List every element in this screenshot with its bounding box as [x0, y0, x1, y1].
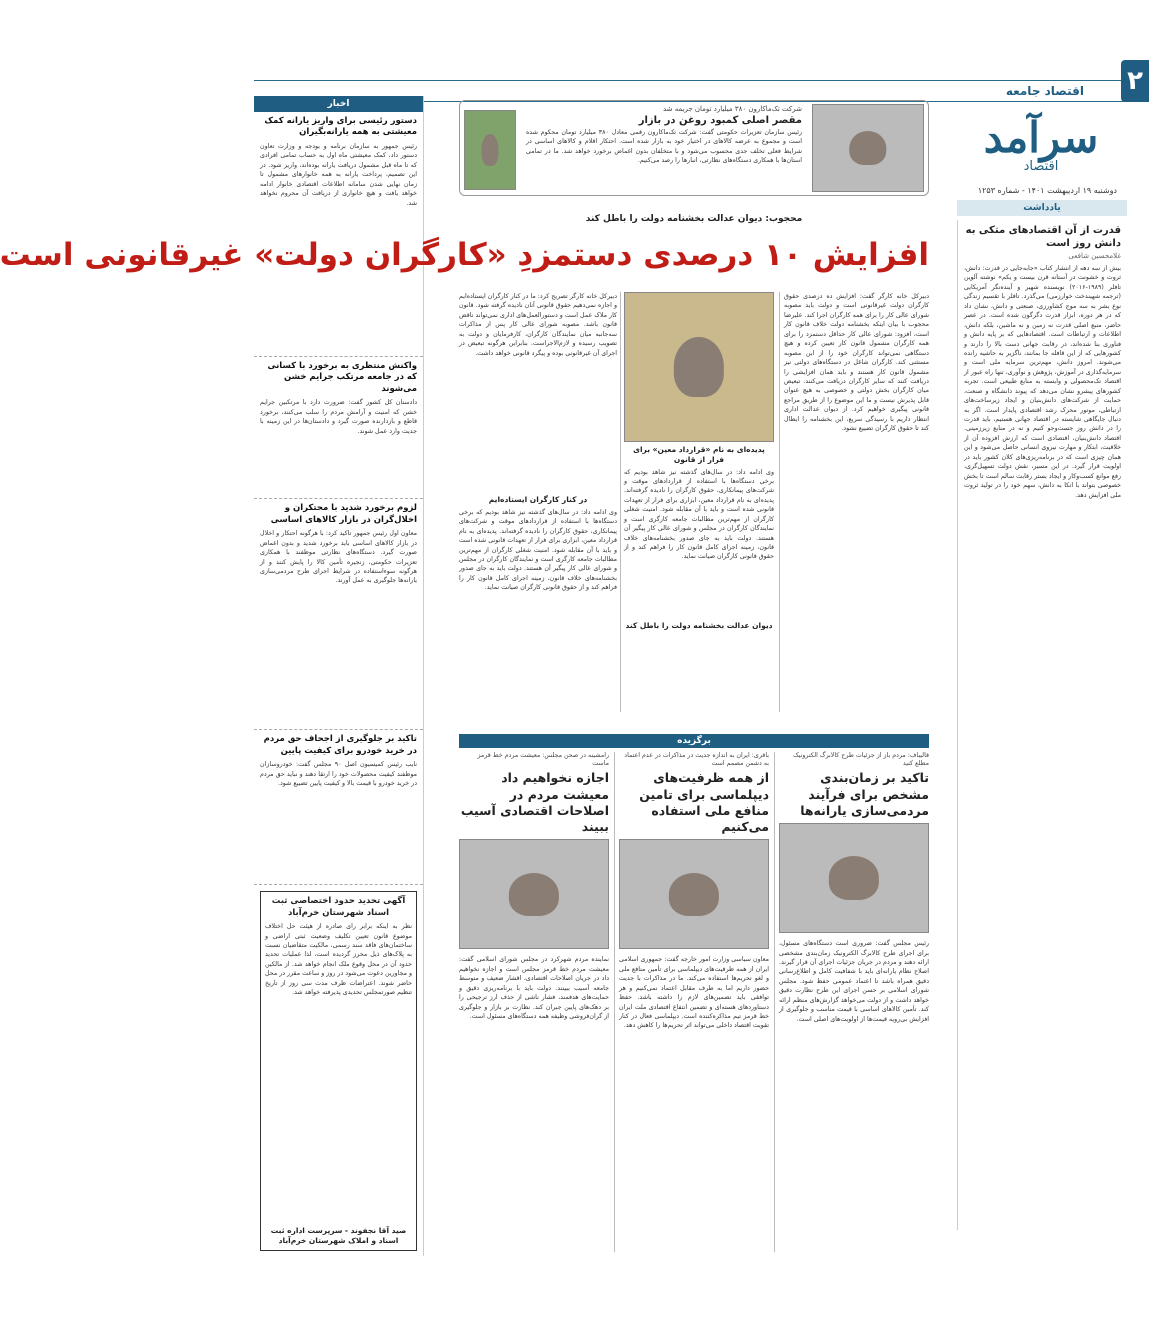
lead-body-3b: وی ادامه داد: در سال‌های گذشته نیز شاهد بودیم که برخی دستگاه‌ها با استفاده از قراردادهای موقت و شرکت‌های پیمانکاری، حقوق کارگران را نادیده گرفته‌اند. پدیده‌ای به نام قرارداد معین، ابزاری برای فرار از تعهدات قانونی شده است و باید با آن مقابله شود. امنیت شغلی کارگران از مهم‌ترین مطالبات جامعه کارگری است و نمایندگان کارگران در مجلس و شورای عالی کار پیگیر آن هستند. دولت باید به جای صدور بخشنامه‌های خلاف قانون، زمینه اجرای کامل قانون کار را فراهم کند و از حقوق قانونی کارگران صیانت نماید.	[459, 508, 617, 592]
photo-caption: پدیده‌ای به نام «قرارداد معین» برای فرار از قانون	[633, 445, 765, 464]
news-item-title: تاکید بر جلوگیری از اجحاف حق مردم در خرید خودرو برای کیفیت پایین	[263, 734, 417, 756]
logo-main: سرآمد	[983, 112, 1099, 162]
lead-kicker: محجوب: دیوان عدالت بخشنامه دولت را باطل کند	[585, 214, 803, 224]
legal-notice-ad	[260, 891, 417, 1250]
editorial-author: غلامحسین شافعی	[1068, 252, 1121, 260]
editorial-body: بیش از سه دهه از انتشار کتاب «جابه‌جایی در قدرت: دانش، ثروت و خشونت در آستانه قرن بیست و یکم» نوشته آلوین تافلر (۱۹۸۹-۲۰۱۶) نویسنده شهیر و آینده‌نگر آمریکایی (ترجمه شهیندخت خوارزمی) می‌گذرد. تافلر با تقسیم زندگی نوع بشر به سه موج کشاورزی، صنعتی و دانش، نشان داد که در هر دوره، ابزار قدرت دگرگون شده است. در عصر حاضر، منبع اصلی قدرت نه زمین و نه ماشین، بلکه دانش، اطلاعات و ارتباطات است. اقتصادهایی که بر پایه دانش و فناوری بنا شده‌اند، در رقابت جهانی دست بالا را دارند و کشورهایی که از این قافله جا بمانند، ناگزیر به حاشیه رانده می‌شوند. امروز دانش، مهم‌ترین سرمایه ملی است و سرمایه‌گذاری در آموزش، پژوهش و نوآوری، تنها راه عبور از اقتصاد تک‌محصولی و وابسته به منابع طبیعی است. تجربه کشورهای پیشرو نشان می‌دهد که پیوند دانشگاه و صنعت، حمایت از شرکت‌های دانش‌بنیان و ایجاد زیرساخت‌های ارتباطی، موتور محرک رشد اقتصادی پایدار است. اگر به دنبال جایگاهی شایسته در اقتصاد جهانی هستیم، باید قدرت را در دانش روز جست‌وجو کنیم و نه در منابع زیرزمینی. اقتصاد دانش‌بنیان، اقتصادی است که ارزش افزوده آن از خلاقیت، ابتکار و مهارت نیروی انسانی حاصل می‌شود و این همان چیزی است که در برنامه‌ریزی‌های کلان کشور باید در اولویت قرار گیرد. در این مسیر، نقش دولت تسهیل‌گری، رفع موانع کسب‌وکار و ایجاد بستر رقابت سالم است تا بخش خصوصی بتواند با اتکا به دانش، سهم خود را در تولید ثروت ملی افزایش دهد.	[964, 265, 1121, 499]
news-item-body: نایب رئیس کمیسیون اصل ۹۰ مجلس گفت: خودروسازان موظفند کیفیت محصولات خود را ارتقا دهند و نباید حق مردم در خرید خودرو با قیمت بالا و کیفیت پایین تضییع شود.	[260, 761, 417, 788]
box-product-photo	[464, 110, 516, 190]
lead-column-2	[624, 292, 774, 712]
column-divider	[614, 752, 615, 1252]
news-item	[254, 730, 423, 885]
page-number: ۲	[1121, 60, 1149, 102]
editorial-column	[957, 220, 1127, 1230]
pick-body: رئیس مجلس گفت: ضروری است دستگاه‌های مسئول، برای اجرای طرح کالابرگ الکترونیک زمان‌بندی مشخصی ارائه دهند و مردم در جریان جزئیات اجرای آن قرار گیرند. اصلاح نظام یارانه‌ای باید با شفافیت کامل و اطلاع‌رسانی دقیق همراه باشد تا اعتماد عمومی حفظ شود. مجلس شورای اسلامی بر حسن اجرای این طرح نظارت دقیق خواهد داشت و از دولت می‌خواهد گزارش‌های منظم ارائه کند. تأمین کالاهای اساسی با قیمت مناسب و جلوگیری از افزایش بی‌رویه قیمت‌ها از اولویت‌های اصلی است.	[779, 940, 929, 1023]
pick-title: اجازه نخواهیم داد معیشت مردم در اصلاحات اقتصادی آسیب ببیند	[460, 770, 609, 835]
column-divider	[779, 292, 780, 712]
pick-item	[459, 752, 609, 1252]
news-item-title: واکنش منتظری به برخورد با کسانی که در جامعه مرتکب جرایم خشن می‌شوند	[267, 360, 417, 394]
box-portrait-photo	[812, 104, 924, 192]
news-item	[254, 357, 423, 499]
box-body: رئیس سازمان تعزیرات حکومتی گفت: شرکت تک‌ماکارون رقمی معادل ۳۸۰ میلیارد تومان محکوم شده است و مجموع به عرضه کالاهای در اختیار خود به بازار شده است. احتکار اقلام و کالاهای اساسی در شرایط فعلی تخلف جدی محسوب می‌شود و با متخلفان بدون اغماض برخورد خواهد شد. ما در تمامی استان‌ها با همکاری دستگاه‌های نظارتی، انبارها را رصد می‌کنیم.	[526, 129, 802, 165]
news-item-body: دادستان کل کشور گفت: ضرورت دارد با مرتکبین جرایم خشن که امنیت و آرامش مردم را سلب می‌کنند، برخورد قاطع و بازدارنده صورت گیرد و دادستان‌ها در این زمینه با جدیت وارد عمل شوند.	[260, 399, 417, 435]
news-header: اخبار	[254, 96, 423, 112]
lead-body-2: وی ادامه داد: در سال‌های گذشته نیز شاهد بودیم که برخی دستگاه‌ها با استفاده از قراردادهای موقت و شرکت‌های پیمانکاری، حقوق کارگران را نادیده گرفته‌اند. پدیده‌ای به نام قرارداد معین، ابزاری برای فرار از تعهدات قانونی شده است و باید با آن مقابله شود. امنیت شغلی کارگران از مهم‌ترین مطالبات جامعه کارگری است و نمایندگان کارگران در مجلس و شورای عالی کار پیگیر آن هستند. دولت باید به جای صدور بخشنامه‌های خلاف قانون، زمینه اجرای کامل قانون کار را فراهم کند و از حقوق قانونی کارگران صیانت نماید.	[624, 468, 774, 561]
box-kicker: شرکت تک‌ماکارون ۳۸۰ میلیارد تومان جریمه شد	[662, 105, 802, 113]
editorial-title: قدرت از آن اقتصادهای متکی به دانش روز است	[965, 225, 1121, 249]
pick-photo	[459, 839, 609, 949]
news-item-title: دستور رئیسی برای واریز یارانه کمک معیشتی به همه یارانه‌بگیران	[264, 116, 417, 138]
dateline: دوشنبه ۱۹ اردیبهشت ۱۴۰۱ - شماره ۱۲۵۳	[977, 186, 1117, 195]
pick-body: نماینده مردم شهرکرد در مجلس شورای اسلامی گفت: معیشت مردم خط قرمز مجلس است و اجازه نخواهیم داد در جریان اصلاحات اقتصادی، اقشار ضعیف و متوسط جامعه آسیب ببینند. دولت باید با برنامه‌ریزی دقیق و حمایت‌های هدفمند، فشار ناشی از حذف ارز ترجیحی را بر دهک‌های پایین جبران کند. نظارت بر بازار و جلوگیری از گران‌فروشی وظیفه همه دستگاه‌های مسئول است.	[459, 956, 609, 1020]
section-label: اقتصاد جامعه	[1005, 84, 1084, 98]
column-divider	[774, 752, 775, 1252]
notes-header: یادداشت	[957, 200, 1127, 216]
pick-item	[779, 752, 929, 1252]
lead-headline: افزایش ۱۰ درصدی دستمزدِ «کارگران دولت» غیرقانونی است	[0, 237, 929, 273]
column-divider	[620, 292, 621, 712]
lead-subhead-1: در کنار کارگران ایستاده‌ایم	[488, 495, 588, 504]
lead-body-1: دبیرکل خانه کارگر گفت: افزایش ده درصدی حقوق کارگران دولت غیرقانونی است و دولت باید مصوبه شورای عالی کار را برای همه کارگران اجرا کند. علیرضا محجوب با بیان اینکه بخشنامه دولت خلاف قانون کار است، افزود: شورای عالی کار حداقل دستمزد را برای همه کارگران مشمول قانون کار تعیین کرده و هیچ دستگاهی نمی‌تواند کارگران خود را از این مصوبه مستثنی کند. کارگران شاغل در دستگاه‌های دولتی نیز مشمول قانون کار هستند و باید همان افزایشی را دریافت کنند که سایر کارگران دریافت می‌کنند. تبعیض میان کارگران بخش دولتی و خصوصی به هیچ عنوان قابل پذیرش نیست و ما این موضوع را از طریق مراجع قانونی پیگیری خواهیم کرد. از دیوان عدالت اداری انتظار داریم با رسیدگی سریع، این بخشنامه را ابطال کند تا حقوق کارگران تضییع نشود.	[784, 293, 929, 433]
lead-column-1	[784, 292, 929, 712]
pick-title: تاکید بر زمان‌بندی مشخص برای فرآیند مردمی‌سازی یارانه‌ها	[800, 770, 929, 818]
pick-photo	[619, 839, 769, 949]
lead-subhead-2: دیوان عدالت بخشنامه دولت را باطل کند	[625, 620, 773, 630]
picks-header: برگزیده	[459, 734, 929, 748]
pick-kicker: باقری: ایران به اندازه جدیت در مذاکرات در عدم اعتماد به دشمن مصمم است	[624, 752, 769, 768]
pick-title: از همه ظرفیت‌های دیپلماسی برای تامین منافع ملی استفاده می‌کنیم	[639, 770, 769, 835]
pick-kicker: قالیباف: مردم باز از جزئیات طرح کالابرگ الکترونیک مطلع کنید	[793, 752, 929, 768]
pick-kicker: رامشینه در صحن مجلس: معیشت مردم خط قرمز ماست	[477, 752, 609, 768]
ad-body: نظر به اینکه برابر رای صادره از هیئت حل اختلاف موضوع قانون تعیین تکلیف وضعیت ثبتی اراضی و ساختمان‌های فاقد سند رسمی، مالکیت متقاضیان نسبت به پلاک‌های ذیل محرز گردیده است، لذا عملیات تحدید حدود آن در محل وقوع ملک انجام خواهد شد. از مالکین و مجاورین دعوت می‌شود در روز و ساعت مقرر در محل حاضر شوند. اعتراضات ظرف مدت سی روز از تاریخ تنظیم صورتمجلس تحدیدی پذیرفته خواهد شد.	[264, 923, 412, 997]
news-item	[254, 499, 423, 730]
news-item-title: لزوم برخورد شدید با محتکران و اخلال‌گران در بازار کالاهای اساسی	[270, 503, 417, 525]
box-title: مقصر اصلی کمبود روغن در بازار	[638, 115, 802, 126]
pick-body: معاون سیاسی وزارت امور خارجه گفت: جمهوری اسلامی ایران از همه ظرفیت‌های دیپلماسی برای تأمین منافع ملی و لغو تحریم‌ها استفاده می‌کند. ما در مذاکرات با جدیت حضور داریم اما به طرف مقابل اعتماد نمی‌کنیم و هر توافقی باید تضمین‌های لازم را داشته باشد. حفظ دستاوردهای هسته‌ای و تضمین انتفاع اقتصادی ملت ایران خط قرمز تیم مذاکره‌کننده است. دیپلماسی فعال در کنار تقویت اقتصاد داخلی می‌تواند اثر تحریم‌ها را کاهش دهد.	[619, 956, 769, 1030]
pick-photo	[779, 823, 929, 933]
news-item-body: معاون اول رئیس جمهور تاکید کرد: با هرگونه احتکار و اخلال در بازار کالاهای اساسی باید برخورد شدید و بدون اغماض صورت گیرد. دستگاه‌های نظارتی موظفند با همکاری تعزیرات حکومتی، زنجیره تأمین کالا را پایش کنند و از هرگونه سوءاستفاده در شرایط اجرای طرح مردمی‌سازی یارانه‌ها جلوگیری به عمل آورند.	[260, 530, 417, 585]
news-item-body: رئیس جمهور به سازمان برنامه و بودجه و وزارت تعاون دستور داد، کمک معیشتی ماه اول به حساب تمامی افرادی که تا ماه قبل مشمول دریافت یارانه بوده‌اند، واریز شود. در این تصمیم، پرداخت یارانه به همه خانوارهای مشمول تا زمان نهایی شدن سامانه اطلاعات اقتصادی خانوار ادامه خواهد یافت و هیچ خانواری از دریافت آن محروم نخواهد شد.	[260, 142, 417, 207]
pick-item	[619, 752, 769, 1252]
lead-body-3a: دبیرکل خانه کارگر تصریح کرد: ما در کنار کارگران ایستاده‌ایم و اجازه نمی‌دهیم حقوق قانونی آنان نادیده گرفته شود. قانون کار ملاک عمل است و دستورالعمل‌های اداری نمی‌تواند ناقض قانون باشد. مصوبه شورای عالی کار پس از مذاکرات سه‌جانبه میان نمایندگان کارگران، کارفرمایان و دولت به تصویب رسیده و لازم‌الاجراست. بنابراین هرگونه تبعیض در اجرای آن غیرقانونی بوده و پیگرد قانونی خواهد داشت.	[459, 293, 617, 357]
logo-sub: اقتصاد	[1023, 158, 1059, 174]
ad-title: آگهی تحدید حدود اختصاصی ثبت اسناد شهرستان خرم‌آباد	[271, 896, 406, 918]
lead-column-3	[459, 292, 617, 712]
masthead-logo	[961, 110, 1121, 180]
ad-signature: صید آقا نجفوند - سرپرست اداره ثبت اسناد و املاک شهرستان خرم‌آباد	[270, 1226, 407, 1245]
banknotes-photo	[624, 292, 774, 442]
